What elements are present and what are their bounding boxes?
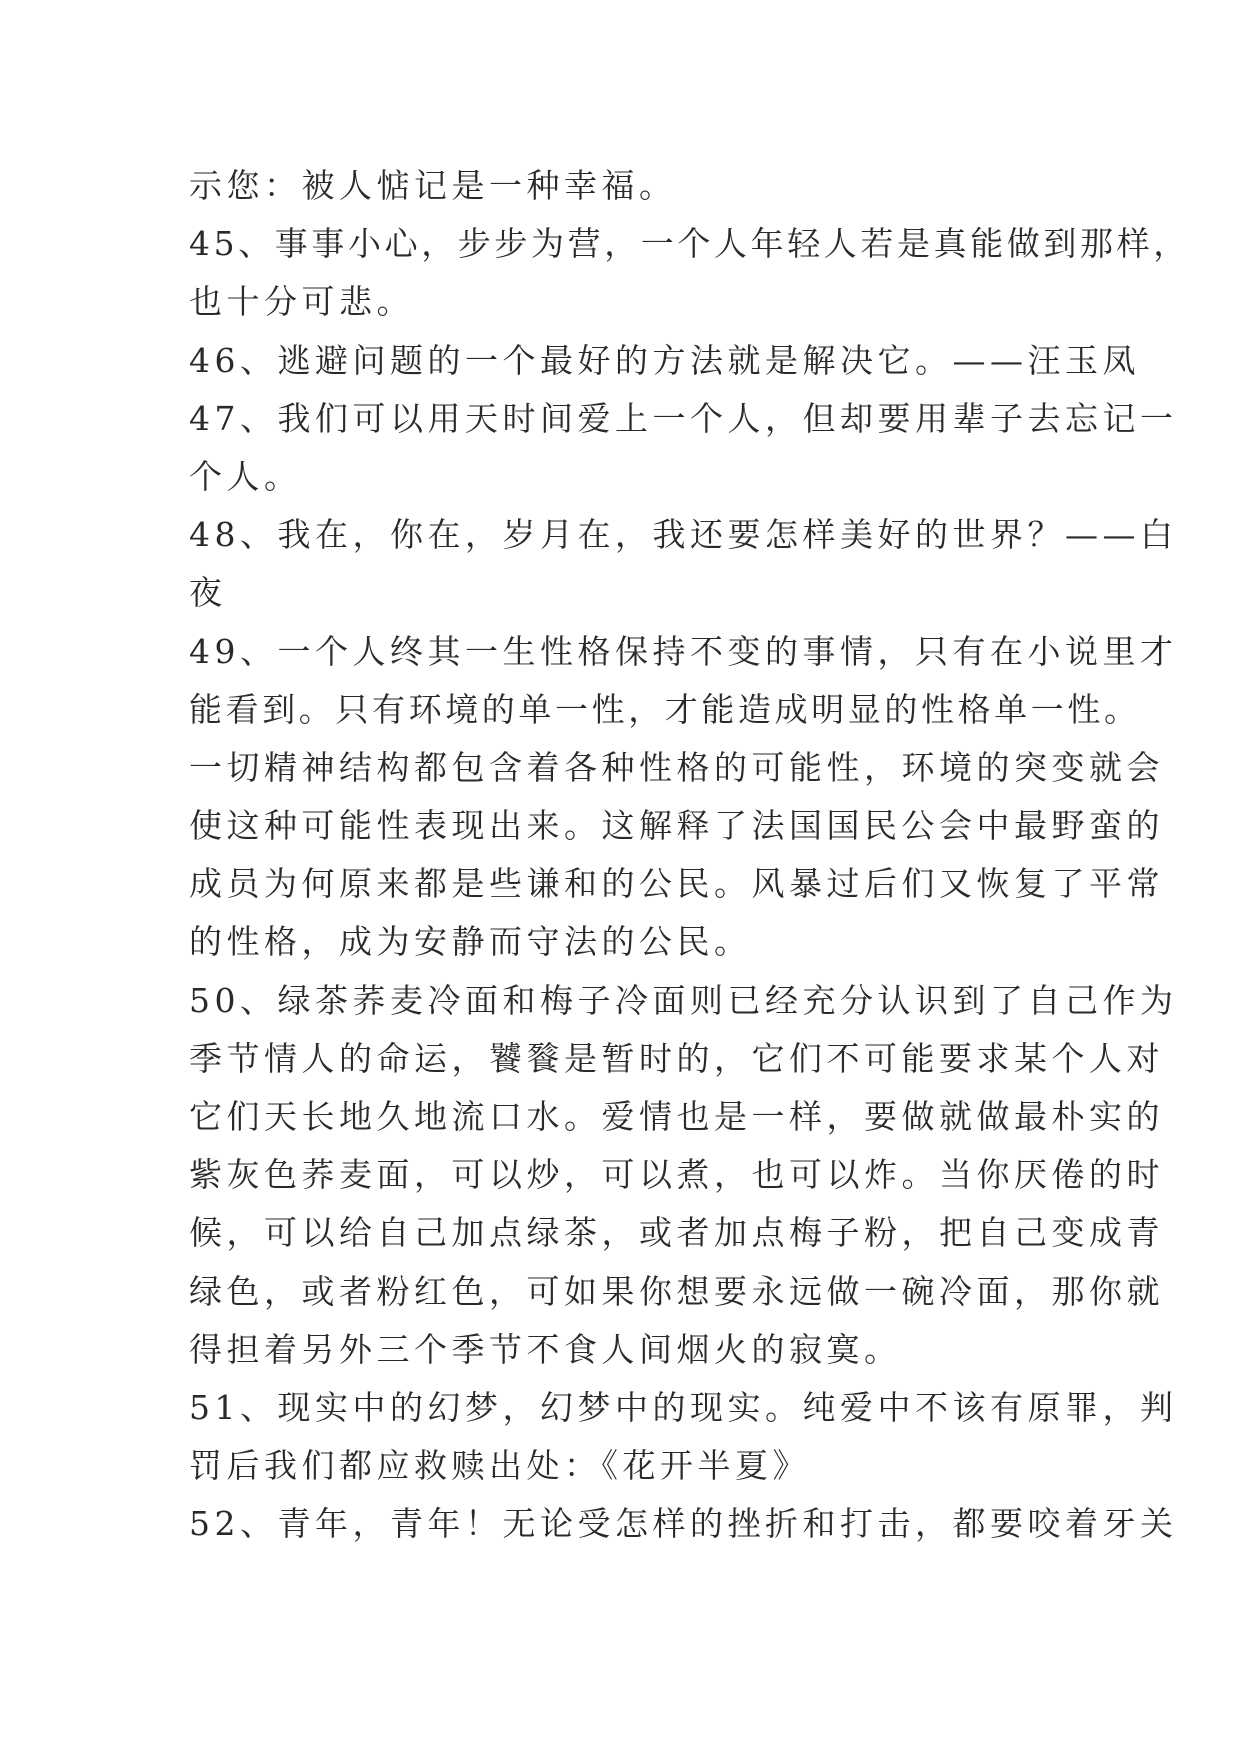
- text-line: 的性格，成为安静而守法的公民。: [189, 922, 752, 962]
- text-line: 48、我在，你在，岁月在，我还要怎样美好的世界？——白: [189, 515, 1178, 555]
- text-line: 51、现实中的幻梦，幻梦中的现实。纯爱中不该有原罪，判: [189, 1387, 1178, 1427]
- text-line: 季节情人的命运，饕餮是暂时的，它们不可能要求某个人对: [189, 1038, 1164, 1078]
- text-line: 47、我们可以用天时间爱上一个人，但却要用辈子去忘记一: [189, 398, 1178, 438]
- text-line: 52、青年，青年！无论受怎样的挫折和打击，都要咬着牙关: [189, 1504, 1178, 1544]
- text-line: 46、逃避问题的一个最好的方法就是解决它。——汪玉凤: [189, 340, 1140, 380]
- text-line: 罚后我们都应救赎出处：《花开半夏》: [189, 1446, 810, 1486]
- text-line: 个人。: [189, 456, 302, 496]
- text-line: 45、事事小心，步步为营，一个人年轻人若是真能做到那样，: [189, 224, 1190, 264]
- text-line: 候，可以给自己加点绿茶，或者加点梅子粉，把自己变成青: [189, 1213, 1164, 1253]
- quote-text-block: [189, 157, 1190, 1554]
- text-line: 它们天长地久地流口水。爱情也是一样，要做就做最朴实的: [189, 1097, 1164, 1136]
- text-line: 得担着另外三个季节不食人间烟火的寂寞。: [189, 1329, 902, 1369]
- text-line: 也十分可悲。: [189, 282, 414, 322]
- text-line: 绿色，或者粉红色，可如果你想要永远做一碗冷面，那你就: [189, 1271, 1164, 1311]
- text-line: 能看到。只有环境的单一性，才能造成明显的性格单一性。: [189, 689, 1141, 729]
- text-line: 紫灰色荞麦面，可以炒，可以煮，也可以炸。当你厌倦的时: [189, 1155, 1164, 1195]
- text-line: 49、一个人终其一生性格保持不变的事情，只有在小说里才: [189, 631, 1178, 671]
- text-line: 使这种可能性表现出来。这解释了法国国民公会中最野蛮的: [189, 806, 1164, 846]
- text-line: 50、绿茶荞麦冷面和梅子冷面则已经充分认识到了自己作为: [189, 980, 1178, 1020]
- text-line: 示您：被人惦记是一种幸福。: [189, 166, 677, 205]
- text-line: 一切精神结构都包含着各种性格的可能性，环境的突变就会: [189, 747, 1164, 787]
- text-line: 夜: [189, 573, 227, 613]
- text-line: 成员为何原来都是些谦和的公民。风暴过后们又恢复了平常: [189, 864, 1164, 904]
